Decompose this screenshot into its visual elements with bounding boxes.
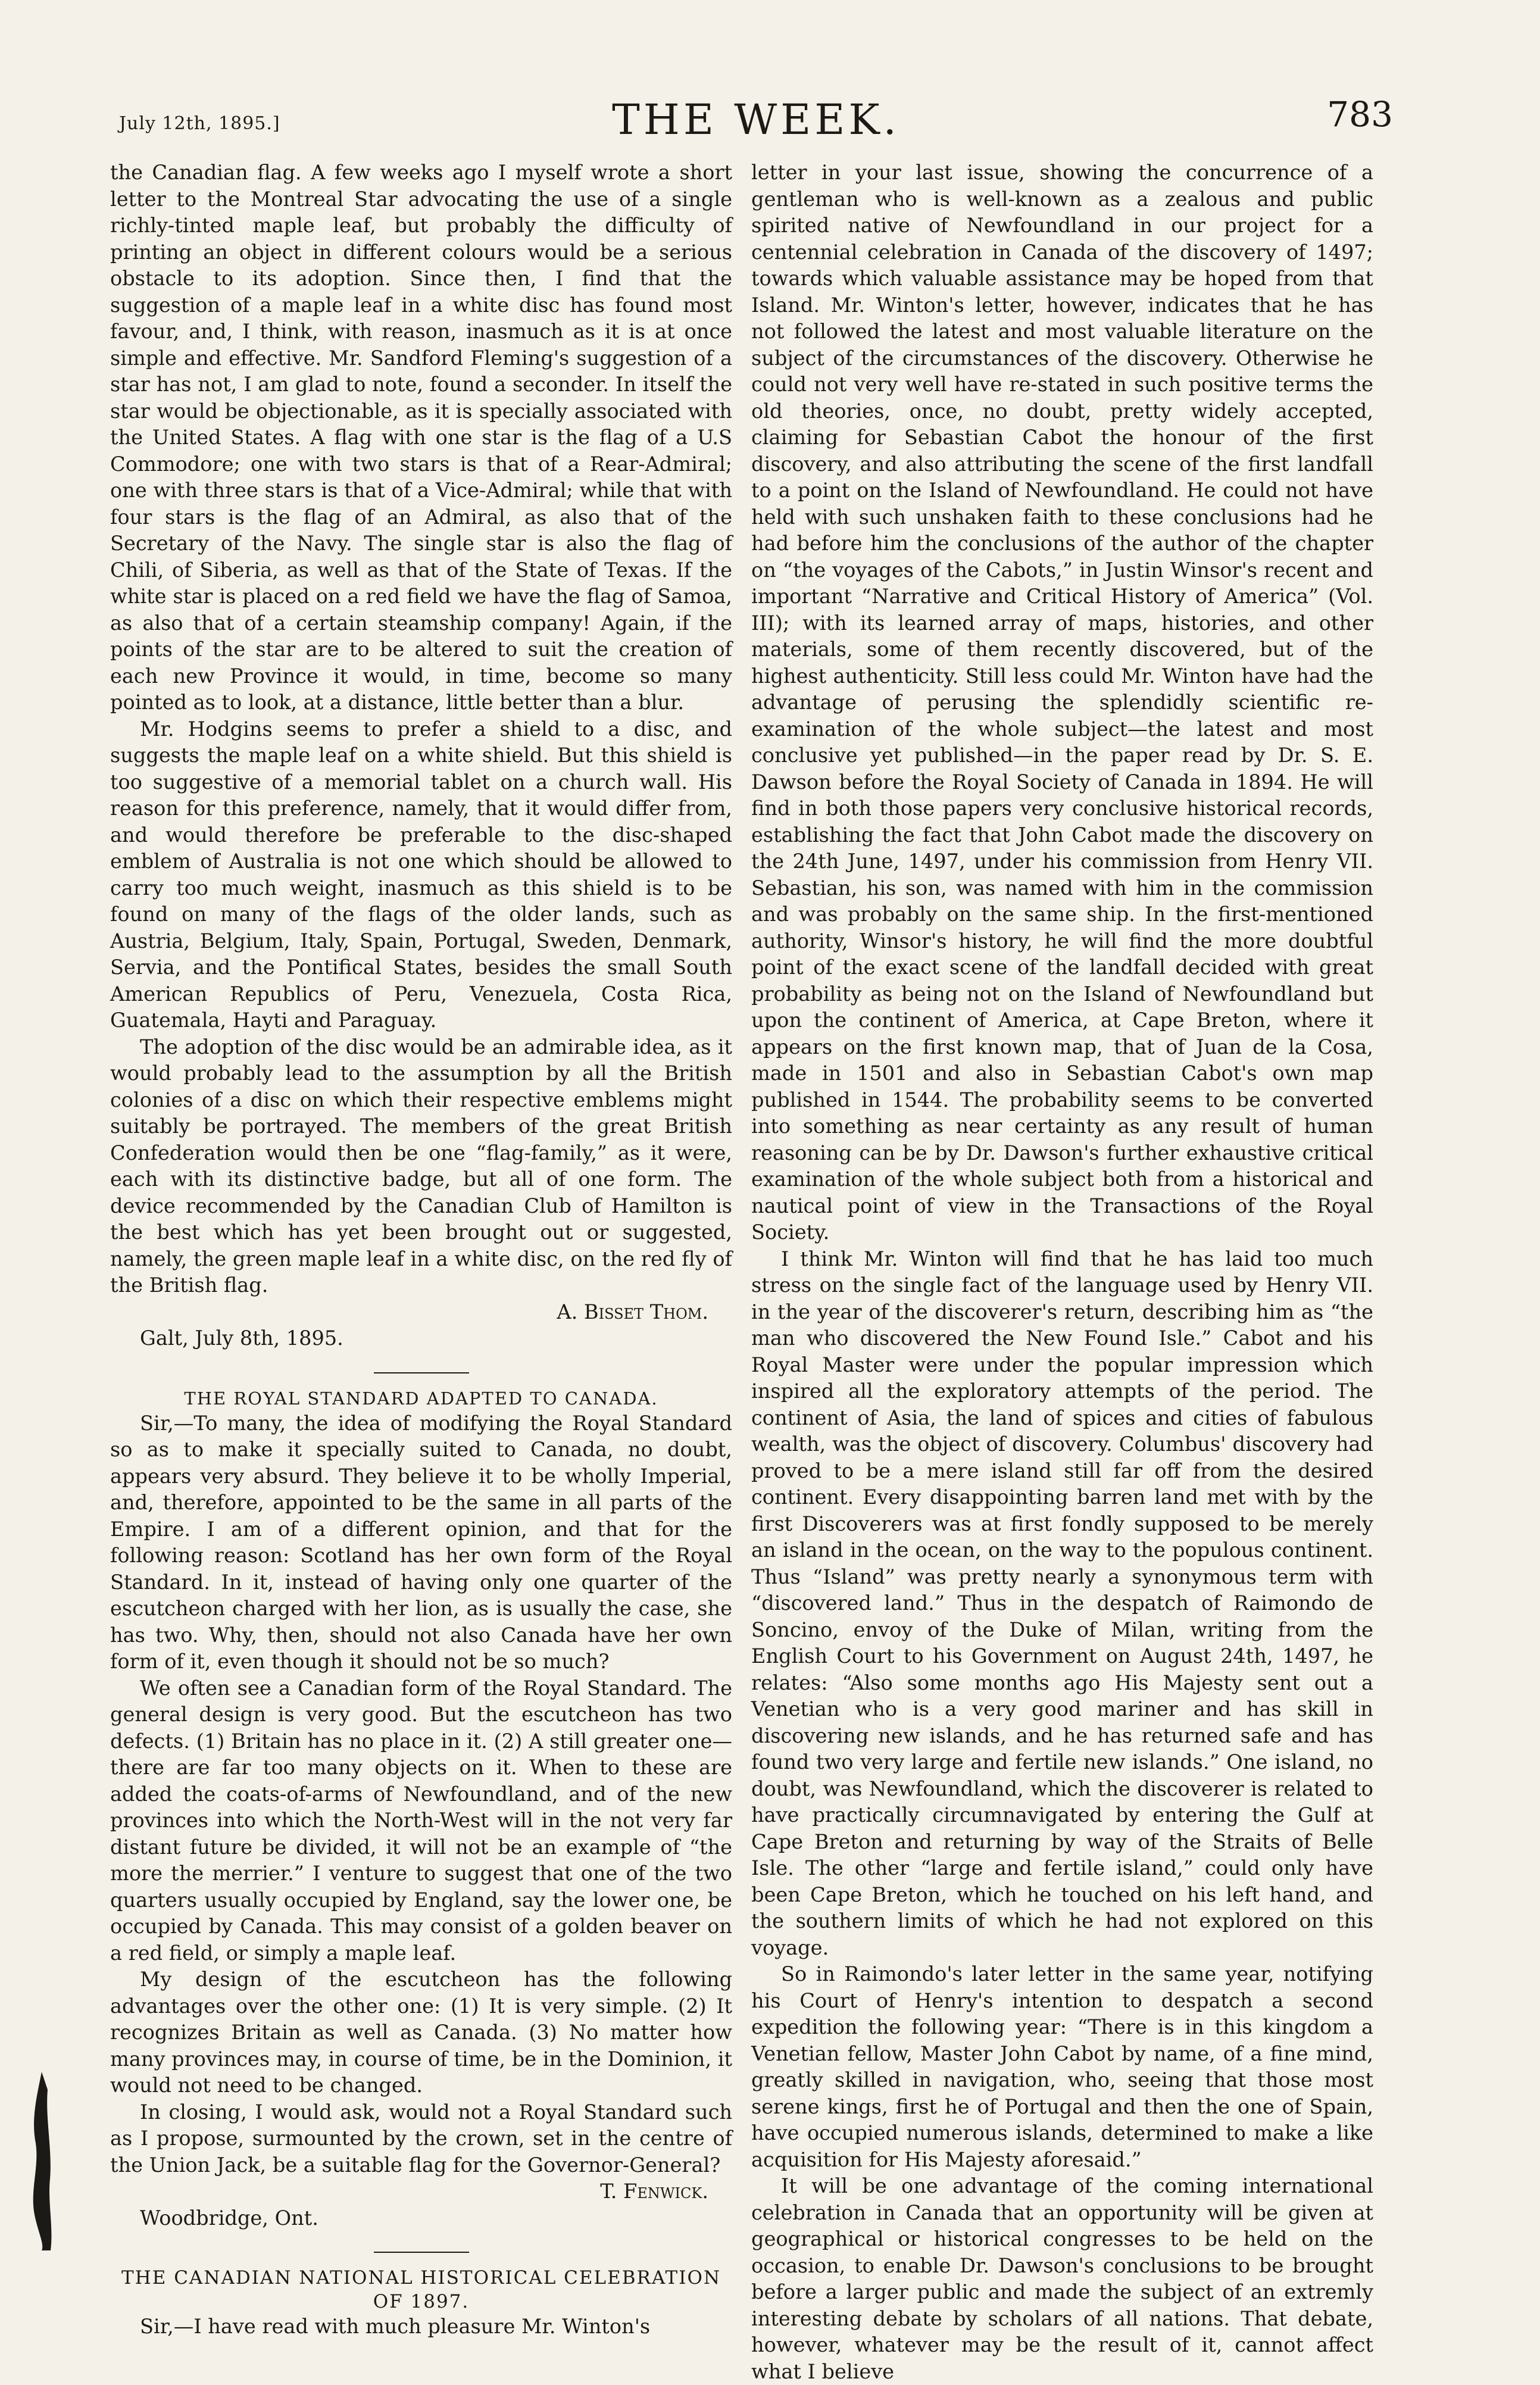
paragraph: the Canadian flag. A few weeks ago I myself wrote a short letter to the Montreal Star advocating the use of a single richly-tinted maple leaf, but probably the difficulty of printing an object in different colours would be a serious obstacle to its adoption. Since then, I find that the suggestion of a maple leaf in a white disc has found most favour, and, I think, with reason, inasmuch as it is at once simple and effective. Mr. Sandford Fleming's suggestion of a star has not, I am glad to note, found a seconder. In itself the star would be objectionable, as it is specially associated with the United States. A flag with one star is the flag of a U.S Commodore; one with two stars is that of a Rear-Admiral; one with three stars is that of a Vice-Admiral; while that with four stars is the flag of an Admiral, as also that of the Secretary of the Navy. The single star is also the flag of Chili, of Siberia, as well as that of the State of Texas. If the white star is placed on a red field we have the flag of Samoa, as also that of a certain steamship company! Again, if the points of the star are to be altered to suit the creation of each new Province it would, in time, become so many pointed as to look, at a distance, little better than a blur.: [110, 161, 732, 714]
publication-title: THE WEEK.: [612, 95, 900, 144]
issue-date: July 12th, 1895.]: [119, 113, 280, 134]
right-column: [751, 160, 1373, 2385]
page-header: [107, 89, 1405, 161]
paragraph: Mr. Hodgins seems to prefer a shield to a disc, and suggests the maple leaf on a white shield. But this shield is too suggestive of a memorial tablet on a church wall. His reason for this preference, namely, that it would differ from, and would therefore be preferable to the disc-shaped emblem of Australia is not one which should be allowed to carry too much weight, inasmuch as this shield is to be found on many of the flags of the older lands, such as Austria, Belgium, Italy, Spain, Portugal, Sweden, Denmark, Servia, and the Pontifical States, besides the small South American Republics of Peru, Venezuela, Costa Rica, Guatemala, Hayti and Paraguay.: [110, 717, 732, 1032]
ink-blot-mark: [24, 2072, 57, 2250]
section-divider: [374, 1372, 469, 1373]
section-heading: THE CANADIAN NATIONAL HISTORICAL CELEBRATION OF 1897.: [121, 2267, 721, 2312]
paragraph: I think Mr. Winton will find that he has laid too much stress on the single fact of the language used by Henry VII. in the year of the discoverer's return, describing him as “the man who discovered the New Found Isle.” Cabot and his Royal Master were under the popular impression which inspired all the exploratory attempts of the period. The continent of Asia, the land of spices and cities of fabulous wealth, was the object of discovery. Columbus' discovery had proved to be a mere island still far off from the desired continent. Every disappointing barren land met with by the first Discoverers was at first fondly supposed to be merely an island in the ocean, on the way to the populous continent. Thus “Island” was pretty nearly a synonymous term with “discovered land.” Thus in the despatch of Raimondo de Soncino, envoy of the Duke of Milan, writing from the English Court to his Government on August 24th, 1497, he relates: “Also some months ago His Majesty sent out a Venetian who is a very good mariner and has skill in discovering new islands, and he has returned safe and has found two very large and fertile new islands.” One island, no doubt, was Newfoundland, which the discoverer is related to have practically circumnavigated by entering the Gulf at Cape Breton and returning by way of the Straits of Belle Isle. The other “large and fertile island,” could only have been Cape Breton, which he touched on his left hand, and the southern limits of which he had not explored on this voyage.: [751, 1247, 1373, 1959]
signature: A. Bisset Thom.: [557, 1300, 708, 1323]
dateline: Galt, July 8th, 1895.: [140, 1326, 343, 1350]
celebration-letter: [110, 2266, 732, 2340]
page-number: 783: [1327, 94, 1393, 135]
paragraph: It will be one advantage of the coming international celebration in Canada that an opportunity will be given at geographical or historical congresses to be held on the occasion, to enable Dr. Dawson's conclusions to be brought before a larger public and made the subject of an extremly interesting debate by scholars of all nations. That debate, however, whatever may be the result of it, cannot affect what I believe: [751, 2174, 1373, 2383]
paragraph: Sir,—I have read with much pleasure Mr. Winton's: [140, 2315, 651, 2338]
flag-letter: [110, 160, 732, 1352]
signature: T. Fenwick.: [600, 2180, 708, 2203]
royal-standard-letter: [110, 1387, 732, 2232]
paragraph: We often see a Canadian form of the Royal Standard. The general design is very good. But the escutcheon has two defects. (1) Britain has no place in it. (2) A still greater one—there are far too many objects on it. When to these are added the coats-of-arms of Newfoundland, and of the new provinces into which the North-West will in the not very far distant future be divided, it will not be an example of “the more the merrier.” I venture to suggest that one of the two quarters usually occupied by England, say the lower one, be occupied by Canada. This may consist of a golden beaver on a red field, or simply a maple leaf.: [110, 1676, 732, 1965]
paragraph: So in Raimondo's later letter in the same year, notifying his Court of Henry's intention to despatch a second expedition the following year: “There is in this kingdom a Venetian fellow, Master John Cabot by name, of a fine mind, greatly skilled in navigation, who, seeing that those most serene kings, first he of Portugal and then the one of Spain, have occupied numerous islands, determined to make a like acquisition for His Majesty aforesaid.”: [751, 1962, 1373, 2171]
dateline: Woodbridge, Ont.: [140, 2206, 318, 2230]
section-divider: [374, 2252, 469, 2253]
paragraph: In closing, I would ask, would not a Royal Standard such as I propose, surmounted by the crown, set in the centre of the Union Jack, be a suitable flag for the Governor-General?: [110, 2100, 732, 2177]
paragraph: Sir,—To many, the idea of modifying the Royal Standard so as to make it specially suited to Canada, no doubt, appears very absurd. They believe it to be wholly Imperial, and, therefore, appointed to be the same in all parts of the Empire. I am of a different opinion, and that for the following reason: Scotland has her own form of the Royal Standard. In it, instead of having only one quarter of the escutcheon charged with her lion, as is usually the case, she has two. Why, then, should not also Canada have her own form of it, even though it should not be so much?: [110, 1411, 732, 1673]
paragraph: The adoption of the disc would be an admirable idea, as it would probably lead to the assumption by all the British colonies of a disc on which their respective emblems might suitably be portrayed. The members of the great British Confederation would then be one “flag-family,” as it were, each with its distinctive badge, but all of one form. The device recommended by the Canadian Club of Hamilton is the best which has yet been brought out or suggested, namely, the green maple leaf in a white disc, on the red fly of the British flag.: [110, 1035, 732, 1297]
paragraph: letter in your last issue, showing the concurrence of a gentleman who is well-known as a zealous and public spirited native of Newfoundland in our project for a centennial celebration in Canada of the discovery of 1497; towards which valuable assistance may be hoped from that Island. Mr. Winton's letter, however, indicates that he has not followed the latest and most valuable literature on the subject of the circumstances of the discovery. Otherwise he could not very well have re-stated in such positive terms the old theories, once, no doubt, pretty widely accepted, claiming for Sebastian Cabot the honour of the first discovery, and also attributing the scene of the first landfall to a point on the Island of Newfoundland. He could not have held with such unshaken faith to these conclusions had he had before him the conclusions of the author of the chapter on “the voyages of the Cabots,” in Justin Winsor's recent and important “Narrative and Critical History of America” (Vol. III); with its learned array of maps, histories, and other materials, some of them recently discovered, but of the highest authenticity. Still less could Mr. Winton have had the advantage of perusing the splendidly scientific re-examination of the whole subject—the latest and most conclusive yet published—in the paper read by Dr. S. E. Dawson before the Royal Society of Canada in 1894. He will find in both those papers very conclusive historical records, establishing the fact that John Cabot made the discovery on the 24th June, 1497, under his commission from Henry VII. Sebastian, his son, was named with him in the commission and was probably on the same ship. In the first-mentioned authority, Winsor's history, he will find the more doubtful point of the exact scene of the landfall decided with great probability as being not on the Island of Newfoundland but upon the continent of America, at Cape Breton, where it appears on the first known map, that of Juan de la Cosa, made in 1501 and also in Sebastian Cabot's own map published in 1544. The probability seems to be converted into something as near certainty as any result of human reasoning can be by Dr. Dawson's further exhaustive critical examination of the whole subject both from a historical and nautical point of view in the Transactions of the Royal Society.: [751, 161, 1373, 1244]
section-heading: THE ROYAL STANDARD ADAPTED TO CANADA.: [184, 1388, 658, 1409]
paragraph: My design of the escutcheon has the following advantages over the other one: (1) It is very simple. (2) It recognizes Britain as well as Canada. (3) No matter how many provinces may, in course of time, be in the Dominion, it would not need to be changed.: [110, 1968, 732, 2097]
left-column: [110, 160, 732, 2340]
